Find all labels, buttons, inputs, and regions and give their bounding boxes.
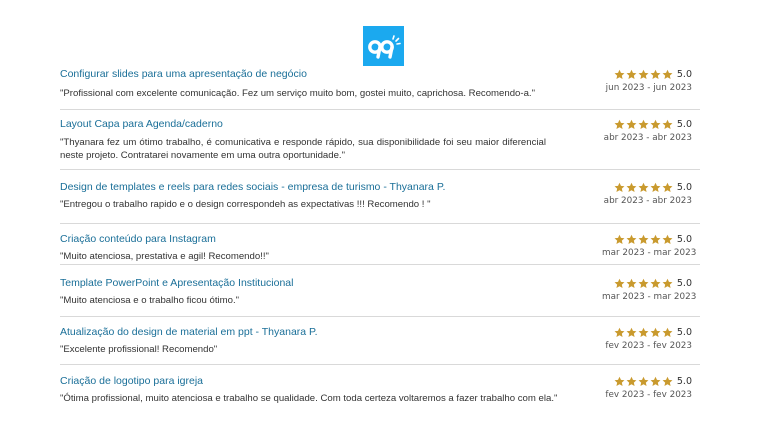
star-icon [626,69,637,80]
review-project-title[interactable]: Atualização do design de material em ppt - Thyanara P. [60,326,318,338]
review-project-title[interactable]: Template PowerPoint e Apresentação Institucional [60,277,294,289]
star-icon [638,376,649,387]
review-item [60,277,700,317]
star-icon [638,119,649,130]
star-rating [614,376,673,387]
star-icon [614,327,625,338]
star-icon [650,376,661,387]
star-icon [662,69,673,80]
star-icon [638,327,649,338]
rating-score: 5.0 [676,118,692,130]
review-comment: "Profissional com excelente comunicação. Fez um serviço muito bom, gostei muito, caprichosa. Recomendo-a." [60,88,535,99]
star-icon [614,278,625,289]
rating-block [602,375,692,400]
rating-score: 5.0 [676,181,692,193]
star-rating [614,69,673,80]
star-icon [650,327,661,338]
star-icon [650,119,661,130]
logo-99-icon [367,33,401,59]
star-icon [626,376,637,387]
review-project-title[interactable]: Configurar slides para uma apresentação de negócio [60,68,307,80]
star-icon [614,182,625,193]
rating-score: 5.0 [676,68,692,80]
star-icon [638,278,649,289]
rating-score: 5.0 [676,326,692,338]
review-item [60,68,700,110]
review-project-title[interactable]: Criação conteúdo para Instagram [60,233,216,245]
star-icon [626,119,637,130]
review-period: abr 2023 - abr 2023 [603,196,692,206]
review-comment: "Excelente profissional! Recomendo" [60,344,218,355]
review-period: fev 2023 - fev 2023 [605,390,692,400]
rating-block [602,181,692,206]
rating-score: 5.0 [676,277,692,289]
review-comment: "Thyanara fez um ótimo trabalho, é comunicativa e responde rápido, sua disponibilidade foi seu maior diferencial neste projeto. Contratarei novamente em uma outra oportunidade." [60,137,546,161]
star-icon [638,182,649,193]
review-period: mar 2023 - mar 2023 [602,292,697,302]
rating-score: 5.0 [676,233,692,245]
rating-block [602,68,692,93]
star-icon [662,278,673,289]
star-icon [662,119,673,130]
star-icon [638,234,649,245]
review-item [60,375,700,413]
rating-score: 5.0 [676,375,692,387]
review-item [60,181,700,224]
star-icon [650,69,661,80]
star-icon [662,234,673,245]
review-comment: "Muito atenciosa, prestativa e agil! Recomendo!!" [60,251,269,262]
star-icon [638,69,649,80]
star-rating [614,327,673,338]
rating-block [602,277,697,302]
star-rating [614,234,673,245]
star-icon [614,376,625,387]
star-icon [626,182,637,193]
rating-block [602,326,692,351]
review-item [60,233,700,265]
review-project-title[interactable]: Layout Capa para Agenda/caderno [60,118,223,130]
review-project-title[interactable]: Design de templates e reels para redes sociais - empresa de turismo - Thyanara P. [60,181,446,193]
review-comment: "Ótima profissional, muito atenciosa e trabalho se qualidade. Com toda certeza voltaremos a fazer trabalho com ela." [60,393,558,404]
star-icon [662,376,673,387]
star-rating [614,119,673,130]
review-item [60,326,700,365]
star-icon [662,182,673,193]
star-rating [614,278,673,289]
review-period: fev 2023 - fev 2023 [605,341,692,351]
star-icon [614,69,625,80]
star-icon [650,234,661,245]
99-logo [363,26,404,66]
star-rating [614,182,673,193]
review-comment: "Muito atenciosa e o trabalho ficou ótimo." [60,295,240,306]
star-icon [626,278,637,289]
review-item [60,118,700,170]
star-icon [614,234,625,245]
review-period: abr 2023 - abr 2023 [603,133,692,143]
review-project-title[interactable]: Criação de logotipo para igreja [60,375,204,387]
star-icon [626,234,637,245]
star-icon [650,182,661,193]
star-icon [650,278,661,289]
star-icon [626,327,637,338]
review-period: mar 2023 - mar 2023 [602,248,697,258]
review-comment: "Entregou o trabalho rapido e o design correspondeh as expectativas !!! Recomendo ! " [60,199,431,210]
rating-block [602,118,692,143]
review-period: jun 2023 - jun 2023 [605,83,692,93]
star-icon [662,327,673,338]
star-icon [614,119,625,130]
rating-block [602,233,697,258]
